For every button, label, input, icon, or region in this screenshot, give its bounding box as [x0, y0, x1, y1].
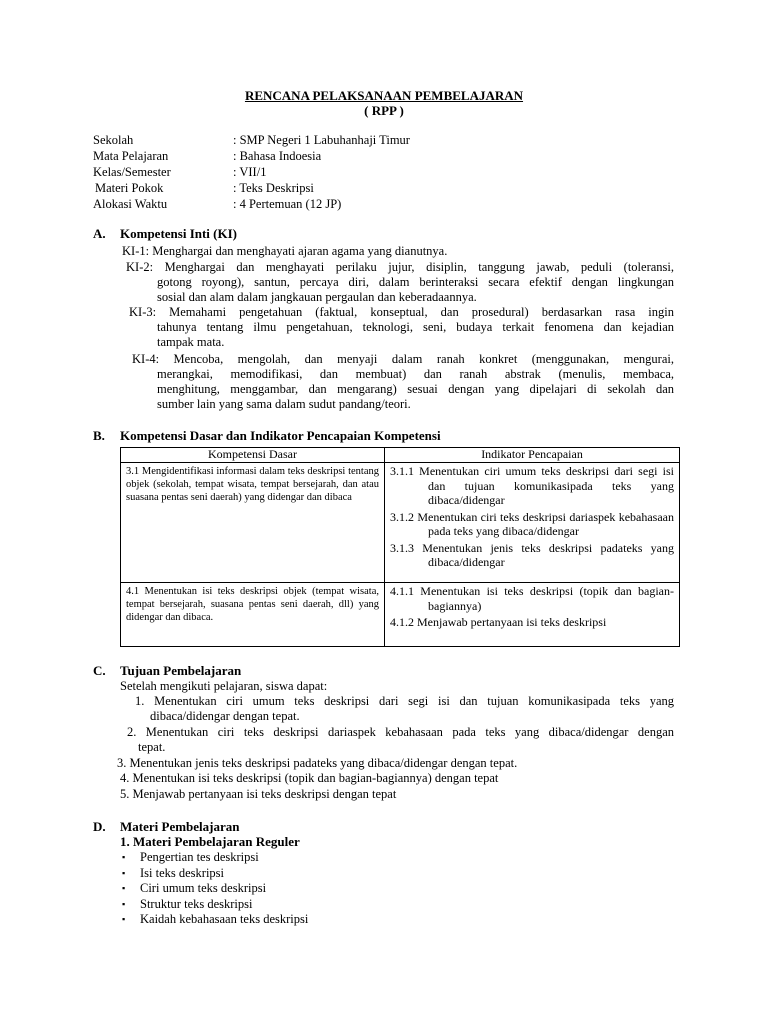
info-label: Kelas/Semester — [93, 165, 171, 179]
objective-5: 5. Menjawab pertanyaan isi teks deskripsi dengan tepat — [120, 787, 397, 801]
objective-4: 4. Menentukan isi teks deskripsi (topik dan bagian-bagiannya) dengan tepat — [120, 771, 499, 785]
indicator-3-1-2: 3.1.2 Menentukan ciri teks deskripsi dariaspek kebahasaan pada teks yang dibaca/didengar — [390, 509, 674, 538]
bullet-icon: ▪ — [122, 883, 126, 893]
list-item-text: Ciri umum teks deskripsi — [140, 881, 267, 895]
info-row-subject — [93, 149, 593, 165]
bullet-icon: ▪ — [122, 867, 126, 878]
identity-block — [93, 133, 593, 213]
info-row-time — [93, 197, 593, 213]
bullet-icon: ▪ — [122, 914, 126, 924]
info-value: : 4 Pertemuan (12 JP) — [233, 197, 342, 211]
kd-4-1: 4.1 Menentukan isi teks deskripsi objek (tempat wisata, tempat bersejarah, suasana pentas seni daerah, dll) yang didengar dan dibaca. — [121, 583, 385, 647]
info-value: : SMP Negeri 1 Labuhanhaji Timur — [233, 133, 410, 147]
info-value: : Teks Deskripsi — [233, 181, 314, 195]
indicator-4-1-1: 4.1.1 Menentukan isi teks deskripsi (topik dan bagian-bagiannya) — [390, 584, 674, 613]
info-row-class — [93, 165, 593, 181]
subsection-heading: 1. Materi Pembelajaran Reguler — [120, 834, 300, 849]
ki-2-line: sosial dan alam dalam jangkauan pergaulan dan keberadaannya. — [157, 290, 477, 304]
table-row — [121, 583, 680, 647]
section-a-heading — [93, 226, 237, 241]
section-letter: A. — [93, 226, 106, 241]
indicator-3-1-1: 3.1.1 Menentukan ciri umum teks deskripsi dari segi isi dan tujuan komunikasipada teks yang dibaca/didengar — [390, 464, 674, 507]
ki-2 — [126, 260, 674, 305]
info-label: Materi Pokok — [95, 181, 164, 195]
objective-3: 3. Menentukan jenis teks deskripsi padateks yang dibaca/didengar dengan tepat. — [117, 756, 518, 770]
ki-2-line: KI-2: Menghargai dan menghayati perilaku jujur, disiplin, tanggung jawab, peduli (toleransi, — [126, 260, 674, 274]
section-title: Kompetensi Inti (KI) — [120, 226, 237, 241]
objective-line: tepat. — [138, 740, 166, 754]
kd-3-1: 3.1 Mengidentifikasi informasi dalam teks deskripsi tentang objek (sekolah, tempat wisata, tempat bersejarah, dan atau suasana pentas seni daerah) yang didengar dan dibaca — [121, 463, 385, 583]
ki-4-line: sumber lain yang sama dalam sudut pandang/teori. — [157, 397, 411, 411]
ki-3-line: KI-3: Memahami pengetahuan (faktual, konseptual, dan prosedural) berdasarkan rasa ingin — [129, 305, 674, 319]
section-title: Kompetensi Dasar dan Indikator Pencapaian Kompetensi — [120, 428, 441, 443]
section-title: Materi Pembelajaran — [120, 819, 240, 834]
info-value: : VII/1 — [233, 165, 267, 179]
competency-table — [120, 447, 680, 647]
list-item-text: Kaidah kebahasaan teks deskripsi — [140, 912, 309, 926]
objective-line: 1. Menentukan ciri umum teks deskripsi dari segi isi dan tujuan komunikasipada teks yang — [135, 694, 674, 708]
table-header-kd: Kompetensi Dasar — [121, 448, 385, 463]
list-item-text: Isi teks deskripsi — [140, 865, 225, 880]
section-letter: C. — [93, 663, 106, 678]
objective-1 — [135, 694, 674, 724]
ki-1 — [122, 244, 674, 259]
section-letter: B. — [93, 428, 105, 443]
indicator-3-1-3: 3.1.3 Menentukan jenis teks deskripsi padateks yang dibaca/didengar — [390, 540, 674, 569]
ki-3-line: tahunya tentang ilmu pengetahuan, teknologi, seni, budaya terkait fenomena dan kejadian — [157, 320, 674, 334]
table-header-indicator: Indikator Pencapaian — [385, 448, 680, 463]
document-title: RENCANA PELAKSANAAN PEMBELAJARAN — [244, 88, 524, 103]
info-label: Alokasi Waktu — [93, 197, 168, 211]
ki-4-line: KI-4: Mencoba, mengolah, dan menyaji dalam ranah konkret (menggunakan, mengurai, — [132, 352, 674, 366]
list-item-text: Pengertian tes deskripsi — [140, 850, 259, 864]
ki-3 — [129, 305, 674, 350]
table-row — [121, 463, 680, 583]
table-header-row — [121, 448, 680, 463]
section-b-heading — [93, 428, 441, 443]
section-letter: D. — [93, 819, 106, 834]
objective-line: dibaca/didengar dengan tepat. — [150, 709, 300, 723]
ki-1-text: KI-1: Menghargai dan menghayati ajaran agama yang dianutnya. — [122, 244, 448, 258]
section-c-heading — [93, 663, 241, 678]
section-d-heading — [93, 819, 239, 834]
bullet-icon: ▪ — [122, 852, 126, 862]
objective-line: 2. Menentukan ciri teks deskripsi dariaspek kebahasaan pada teks yang dibaca/didengar dengan — [127, 725, 674, 739]
ki-4 — [132, 352, 674, 412]
indicator-4-1-2: 4.1.2 Menjawab pertanyaan isi teks deskripsi — [390, 615, 607, 629]
ki-2-line: gotong royong), santun, percaya diri, dalam berinteraksi secara efektif dengan lingkungan — [157, 275, 674, 289]
info-row-topic — [93, 181, 593, 197]
info-value: : Bahasa Indoesia — [233, 149, 322, 163]
objectives-intro: Setelah mengikuti pelajaran, siswa dapat: — [120, 679, 328, 693]
ki-4-line: menghitung, menggambar, dan mengarang) sesuai dengan yang dipelajari di sekolah dan — [157, 382, 674, 396]
bullet-icon: ▪ — [122, 898, 126, 909]
info-label: Mata Pelajaran — [93, 149, 169, 163]
ki-3-line: tampak mata. — [157, 335, 225, 349]
info-label: Sekolah — [93, 133, 134, 147]
objective-2 — [127, 725, 674, 755]
ki-4-line: merangkai, memodifikasi, dan membuat) dan ranah abstrak (menulis, membaca, — [157, 367, 674, 381]
list-item-text: Struktur teks deskripsi — [140, 896, 253, 911]
document-subtitle: ( RPP ) — [364, 103, 404, 118]
section-title: Tujuan Pembelajaran — [120, 663, 242, 678]
indicator-cell — [385, 583, 680, 647]
info-row-school — [93, 133, 593, 149]
indicator-cell — [385, 463, 680, 583]
